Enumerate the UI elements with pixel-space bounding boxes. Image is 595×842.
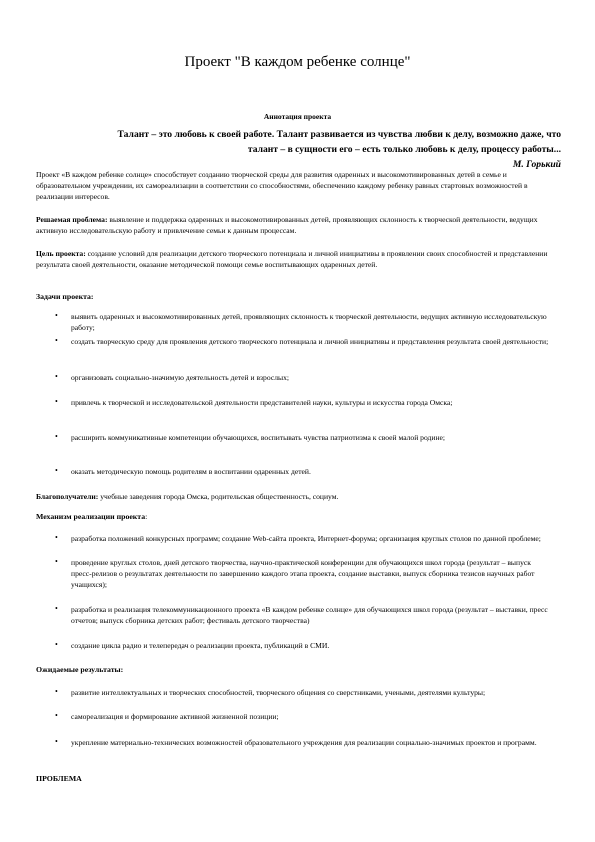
bullet-icon: • — [55, 432, 58, 441]
beneficiaries-text: учебные заведения города Омска, родительская общественность, социум. — [98, 492, 339, 501]
results-heading: Ожидаемые результаты: — [36, 665, 124, 674]
mechanism-item: разработка и реализация телекоммуникационного проекта «В каждом ребенке солнце» для обучающихся школ города (результат – выставки, пресс отчетов; выпуск сборника детских работ; фестиваль детского творчества) — [71, 605, 548, 625]
bullet-icon: • — [55, 336, 58, 345]
task-item: выявить одаренных и высокомотивированных детей, проявляющих склонность к творческой деятельности, ведущих активную исследовательскую работу; — [71, 312, 547, 332]
intro-paragraph: Проект «В каждом ребенке солнце» способствует созданию творческой среды для развития одаренных и высокомотивированных детей в семье и образовательном учреждении, их самореализации в соответствии со способностями, обеспечению каждому ребенку равных стартовых возможностей в реализации интересов. — [36, 170, 528, 201]
tasks-heading: Задачи проекта: — [36, 292, 94, 301]
problem-label: Решаемая проблема: — [36, 215, 108, 224]
problem-paragraph — [36, 214, 561, 236]
section-problem-heading: ПРОБЛЕМА — [36, 774, 82, 783]
mechanism-item: проведение круглых столов, дней детского творчества, научно-практической конференции для обучающихся школ города (результат – выпуск пресс-релизов о результатах деятельности по завершению каждого этапа проекта, создание выставки, выпуск сборника тезисов научных работ учащихся); — [71, 558, 535, 589]
result-item: самореализация и формирование активной жизненной позиции; — [71, 712, 279, 721]
bullet-icon: • — [55, 397, 58, 406]
mechanism-heading — [36, 512, 147, 521]
mechanism-heading-colon: : — [145, 512, 148, 521]
bullet-icon: • — [55, 640, 58, 649]
mechanism-item: создание цикла радио и телепередач о реализации проекта, публикаций в СМИ. — [71, 641, 330, 650]
beneficiaries-paragraph — [36, 491, 561, 502]
mechanism-item: разработка положений конкурсных программ; создание Web-сайта проекта, Интернет-форума; организация круглых столов по данной проблеме; — [71, 534, 541, 543]
bullet-icon: • — [55, 604, 58, 613]
document-title: Проект "В каждом ребенке солнце" — [184, 54, 411, 70]
bullet-icon: • — [55, 466, 58, 475]
result-item: укрепление материально-технических возможностей образовательного учреждения для реализации социально-значимых проектов и программ. — [71, 738, 537, 747]
epigraph-author: М. Горький — [512, 159, 561, 170]
bullet-icon: • — [55, 737, 58, 746]
task-item: привлечь к творческой и исследовательской деятельности представителей науки, культуры и искусства города Омска; — [71, 398, 453, 407]
goal-text: создание условий для реализации детского творческого потенциала и личной инициативы в проявлении своих способностей и представлении результата своей деятельности, оказание методической помощи семье воспитывающих одаренных детей. — [36, 249, 548, 269]
bullet-icon: • — [55, 557, 58, 566]
task-item: оказать методическую помощь родителям в воспитании одаренных детей. — [71, 467, 311, 476]
task-item: расширить коммуникативные компетенции обучающихся, воспитывать чувства патриотизма к своей малой родине; — [71, 433, 446, 442]
goal-paragraph — [36, 248, 561, 270]
bullet-icon: • — [55, 372, 58, 381]
epigraph-line-1: Талант – это любовь к своей работе. Талант развивается из чувства любви к делу, возможно даже, что — [117, 129, 561, 140]
mechanism-heading-text: Механизм реализации проекта — [36, 512, 146, 521]
bullet-icon: • — [55, 687, 58, 696]
annotation-heading: Аннотация проекта — [263, 112, 332, 121]
bullet-icon: • — [55, 711, 58, 720]
result-item: развитие интеллектуальных и творческих способностей, творческого общения со сверстниками, учеными, деятелями культуры; — [71, 688, 486, 697]
beneficiaries-label: Благополучатели: — [36, 492, 99, 501]
task-item: организовать социально-значимую деятельность детей и взрослых; — [71, 373, 290, 382]
bullet-icon: • — [55, 311, 58, 320]
goal-label: Цель проекта: — [36, 249, 86, 258]
task-item: создать творческую среду для проявления детского творческого потенциала и личной инициативы и представления результата своей деятельности; — [71, 337, 549, 346]
epigraph — [36, 127, 561, 172]
problem-text: выявление и поддержка одаренных и высокомотивированных детей, проявляющих склонность к творческой деятельности, ведущих активную исследовательскую работу и привлечение семьи к данным процессам. — [36, 215, 538, 235]
bullet-icon: • — [55, 533, 58, 542]
epigraph-line-2: талант – в сущности его – есть только любовь к делу, процессу работы... — [247, 144, 561, 155]
